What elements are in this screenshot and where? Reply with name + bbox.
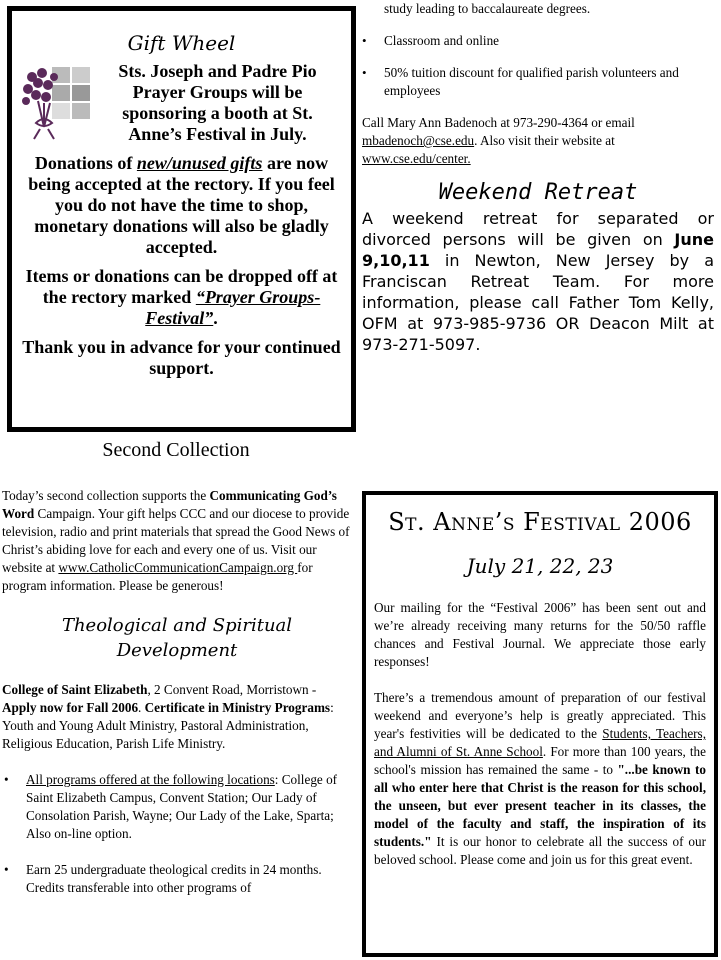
right-top-column: [362, 0, 714, 355]
list-item: • 50% tuition discount for qualified parish volunteers and employees: [384, 64, 714, 100]
college-address: , 2 Convent Road, Morristown -: [147, 682, 317, 697]
locations-text: : College of Saint Elizabeth Campus, Convent Station; Our Lady of Consolation Parish, Wayne; Our Lady of the Lake, Sparta; Also on-line option.: [26, 772, 338, 841]
retreat-pre: A weekend retreat for separated or divorced persons will be given on: [362, 209, 714, 249]
sc-post: for program information. Please be generous!: [2, 560, 313, 593]
festival-body: [374, 599, 706, 869]
fest-p2-mid: . For more than 100 years, the school's mission has remained the same - to: [374, 744, 706, 777]
retreat-dates: June 9,10,11: [362, 230, 714, 270]
festival-p1: Our mailing for the “Festival 2006” has been sent out and we’re already receiving many returns for the 50/50 raffle chances and Festival Journal. We appreciate those early responses!: [374, 600, 706, 669]
festival-title: St. Anne’s Festival 2006: [388, 508, 692, 536]
flower-bouquet-icon: [22, 63, 94, 141]
theological-bullets: [2, 771, 352, 897]
programs: : Youth and Young Adult Ministry, Pastoral Administration, Religious Education, Parish Life Ministry.: [2, 700, 334, 751]
gift-wheel-intro: Sts. Joseph and Padre Pio Prayer Groups will be sponsoring a booth at St. Anne’s Festival in July.: [118, 61, 317, 144]
donations-post: are now being accepted at the rectory. If you feel you do not have the time to shop, monetary donations will also be gladly accepted.: [28, 153, 335, 257]
contact-pre: Call Mary Ann Badenoch at 973-290-4364 or email: [362, 115, 635, 130]
locations-label: All programs offered at the following locations: [26, 772, 275, 787]
certificate: Certificate in Ministry Programs: [144, 700, 331, 715]
second-collection-title: Second Collection: [102, 439, 250, 461]
retreat-post: in Newton, New Jersey by a Franciscan Retreat Team. For more information, please call Father Tom Kelly, OFM at 973-985-9736 OR Deacon Milt at 973-271-5097.: [362, 251, 714, 354]
left-bottom-column: [2, 487, 352, 915]
separator: .: [138, 700, 145, 715]
dropoff-pre: Items or donations can be dropped off at the rectory marked: [25, 266, 338, 307]
theological-body: [2, 681, 352, 753]
gift-wheel-intro-row: [22, 61, 341, 145]
fest-p2-post: It is our honor to celebrate all the success of our beloved school. Please come and join us for this great event.: [374, 834, 706, 867]
donations-pre: Donations of: [34, 153, 137, 173]
gift-wheel-title: Gift Wheel: [127, 31, 236, 55]
list-item: study leading to baccalaureate degrees.: [384, 1, 591, 16]
theological-title: Theological and Spiritual Development: [61, 615, 293, 661]
fest-p2-underlined: Students, Teachers, and Alumni of St. Anne School: [374, 726, 706, 759]
gift-wheel-donations: [22, 153, 341, 258]
festival-p2: [374, 689, 706, 869]
apply-now: Apply now for Fall 2006: [2, 700, 139, 715]
sc-bold: Communicating God’s Word: [2, 488, 337, 521]
fest-p2-pre: There’s a tremendous amount of preparation of our festival weekend and everyone’s help is greatly appreciated. This year's festivities will be dedicated to the: [374, 690, 706, 741]
list-item: [26, 771, 352, 843]
contact-mid: . Also visit their website at: [474, 133, 615, 148]
donations-emphasis: new/unused gifts: [136, 153, 263, 173]
college-bullets-cont: [362, 0, 714, 100]
list-item: • Classroom and online: [384, 32, 714, 50]
contact-email-link[interactable]: mbadenoch@cse.edu: [362, 133, 475, 148]
sc-pre: Today’s second collection supports the: [2, 488, 210, 503]
contact-website-link[interactable]: www.cse.edu/center.: [362, 151, 471, 166]
second-collection-body: [2, 487, 352, 595]
sc-mid: Campaign. Your gift helps CCC and our diocese to provide television, radio and print materials that spread the Good News of Christ’s abiding love for each and every one of us. Visit our website at: [2, 506, 350, 575]
festival-dates: July 21, 22, 23: [466, 554, 614, 578]
weekend-retreat-title: Weekend Retreat: [438, 180, 638, 205]
gift-wheel-thanks: Thank you in advance for your continued support.: [22, 337, 341, 378]
dropoff-emphasis: “Prayer Groups-Festival”: [145, 287, 321, 328]
list-item: • Earn 25 undergraduate theological credits in 24 months. Credits transferable into other programs of: [26, 861, 352, 897]
dropoff-post: .: [213, 308, 218, 328]
weekend-retreat-body: [362, 208, 714, 355]
fest-p2-quote: "...be known to all who enter here that Christ is the reason for this school, the unseen, but ever present teacher in its classes, the model of the faculty and staff, the inspiration of its students.": [374, 762, 706, 849]
gift-wheel-dropoff: [22, 266, 341, 329]
college-contact: [362, 114, 714, 168]
college-name: College of Saint Elizabeth: [2, 682, 148, 697]
gift-wheel-box: [7, 6, 356, 432]
ccc-website-link[interactable]: www.CatholicCommunicationCampaign.org: [58, 560, 298, 575]
festival-box: [362, 491, 718, 957]
